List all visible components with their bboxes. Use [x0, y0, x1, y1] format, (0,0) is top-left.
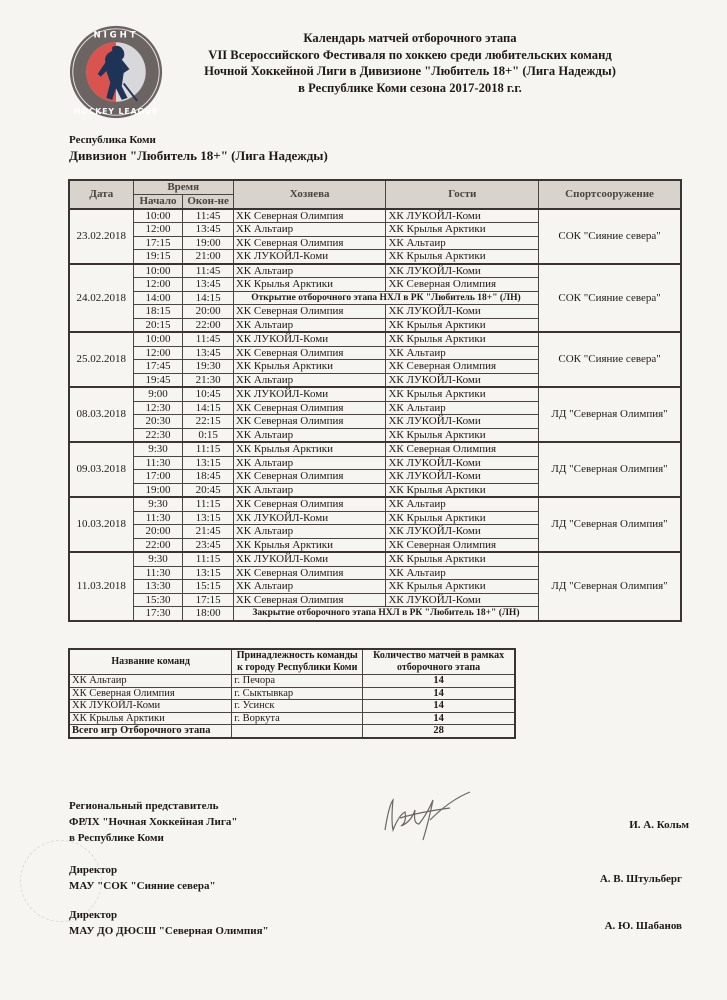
venue: ЛД "Северная Олимпия" [539, 387, 681, 442]
home-team: ХК Альтаир [233, 428, 386, 442]
home-team: ХК Северная Олимпия [233, 209, 386, 223]
sig1-line-3: в Республике Коми [69, 832, 164, 844]
match-date: 09.03.2018 [69, 442, 133, 497]
home-team: ХК Крылья Арктики [233, 538, 386, 552]
start-time: 11:30 [133, 456, 183, 470]
header-start: Начало [133, 195, 183, 209]
home-team: ХК Альтаир [233, 483, 386, 497]
home-team: ХК Северная Олимпия [233, 415, 386, 429]
team-matches: 14 [363, 700, 515, 713]
end-time: 11:15 [183, 442, 233, 456]
sig3-line-2: МАУ ДО ДЮСШ "Северная Олимпия" [69, 925, 269, 937]
start-time: 9:30 [133, 442, 183, 456]
night-hockey-league-logo-icon [68, 24, 164, 120]
header-team-city: Принадлежность команды к городу Республики Коми [232, 649, 363, 675]
guest-team: ХК ЛУКОЙЛ-Коми [386, 525, 539, 539]
guest-team: ХК ЛУКОЙЛ-Коми [386, 264, 539, 278]
end-time: 11:45 [183, 264, 233, 278]
end-time: 22:15 [183, 415, 233, 429]
team-row [69, 700, 515, 713]
home-team: ХК Альтаир [233, 264, 386, 278]
guest-team: ХК Крылья Арктики [386, 387, 539, 401]
end-time: 13:15 [183, 456, 233, 470]
home-team: ХК ЛУКОЙЛ-Коми [233, 387, 386, 401]
end-time: 21:00 [183, 250, 233, 264]
end-time: 21:30 [183, 373, 233, 387]
ceremony-event: Открытие отборочного этапа НХЛ в РК "Любитель 18+" (ЛН) [233, 291, 538, 305]
start-time: 18:15 [133, 305, 183, 319]
start-time: 12:00 [133, 278, 183, 292]
start-time: 20:30 [133, 415, 183, 429]
match-date: 10.03.2018 [69, 497, 133, 552]
start-time: 20:15 [133, 318, 183, 332]
guest-team: ХК Северная Олимпия [386, 538, 539, 552]
home-team: ХК Альтаир [233, 318, 386, 332]
start-time: 11:30 [133, 511, 183, 525]
end-time: 20:45 [183, 483, 233, 497]
team-name: ХК Крылья Арктики [69, 712, 232, 725]
guest-team: ХК Северная Олимпия [386, 278, 539, 292]
header-venue: Спортсооружение [539, 180, 681, 209]
header-end: Окон-не [183, 195, 233, 209]
schedule-row [69, 264, 681, 278]
team-name: ХК Северная Олимпия [69, 687, 232, 700]
start-time: 17:00 [133, 470, 183, 484]
guest-team: ХК Альтаир [386, 346, 539, 360]
signature-block-1-name: И. А. Кольм [629, 819, 689, 831]
ceremony-event: Закрытие отборочного этапа НХЛ в РК "Любитель 18+" (ЛН) [233, 607, 538, 621]
start-time: 10:00 [133, 264, 183, 278]
signature-block-2-name: А. В. Штульберг [599, 873, 682, 885]
header-date: Дата [69, 180, 133, 209]
handwritten-signature [370, 790, 490, 850]
start-time: 12:00 [133, 223, 183, 237]
start-time: 9:30 [133, 497, 183, 511]
end-time: 13:45 [183, 278, 233, 292]
start-time: 12:00 [133, 346, 183, 360]
region-label: Республика Коми [69, 134, 156, 146]
total-empty-cell [232, 725, 363, 738]
start-time: 9:00 [133, 387, 183, 401]
end-time: 0:15 [183, 428, 233, 442]
guest-team: ХК ЛУКОЙЛ-Коми [386, 305, 539, 319]
home-team: ХК ЛУКОЙЛ-Коми [233, 552, 386, 566]
end-time: 22:00 [183, 318, 233, 332]
team-city: г. Печора [232, 675, 363, 688]
title-line-1: Календарь матчей отборочного этапа [303, 31, 517, 45]
guest-team: ХК Крылья Арктики [386, 483, 539, 497]
end-time: 10:45 [183, 387, 233, 401]
team-city: г. Усинск [232, 700, 363, 713]
schedule-row [69, 442, 681, 456]
team-name: ХК Альтаир [69, 675, 232, 688]
team-row [69, 712, 515, 725]
end-time: 11:15 [183, 497, 233, 511]
team-city: г. Воркута [232, 712, 363, 725]
signature-block-2-title [69, 862, 216, 894]
home-team: ХК Крылья Арктики [233, 442, 386, 456]
home-team: ХК ЛУКОЙЛ-Коми [233, 332, 386, 346]
start-time: 17:45 [133, 360, 183, 374]
svg-text:HOCKEY LEAGUE: HOCKEY LEAGUE [73, 107, 159, 117]
start-time: 11:30 [133, 566, 183, 580]
start-time: 9:30 [133, 552, 183, 566]
venue: ЛД "Северная Олимпия" [539, 552, 681, 621]
guest-team: ХК Крылья Арктики [386, 223, 539, 237]
start-time: 12:30 [133, 401, 183, 415]
end-time: 15:15 [183, 580, 233, 594]
end-time: 20:00 [183, 305, 233, 319]
home-team: ХК Северная Олимпия [233, 346, 386, 360]
guest-team: ХК ЛУКОЙЛ-Коми [386, 593, 539, 607]
guest-team: ХК ЛУКОЙЛ-Коми [386, 415, 539, 429]
schedule-row [69, 497, 681, 511]
schedule-row [69, 552, 681, 566]
guest-team: ХК Северная Олимпия [386, 442, 539, 456]
guest-team: ХК ЛУКОЙЛ-Коми [386, 373, 539, 387]
title-line-3: Ночной Хоккейной Лиги в Дивизионе "Любитель 18+" (Лига Надежды) [204, 64, 616, 78]
team-city: г. Сыктывкар [232, 687, 363, 700]
end-time: 17:15 [183, 593, 233, 607]
home-team: ХК Альтаир [233, 223, 386, 237]
match-date: 23.02.2018 [69, 209, 133, 264]
guest-team: ХК Альтаир [386, 566, 539, 580]
guest-team: ХК Крылья Арктики [386, 511, 539, 525]
guest-team: ХК Крылья Арктики [386, 580, 539, 594]
home-team: ХК Северная Олимпия [233, 470, 386, 484]
sig1-line-2: ФРЛХ "Ночная Хоккейная Лига" [69, 816, 238, 828]
team-row [69, 675, 515, 688]
start-time: 22:30 [133, 428, 183, 442]
venue: ЛД "Северная Олимпия" [539, 442, 681, 497]
end-time: 18:00 [183, 607, 233, 621]
end-time: 21:45 [183, 525, 233, 539]
start-time: 22:00 [133, 538, 183, 552]
home-team: ХК ЛУКОЙЛ-Коми [233, 250, 386, 264]
sig2-line-1: Директор [69, 864, 118, 876]
title-line-2: VII Всероссийского Фестиваля по хоккею среди любительских команд [208, 47, 612, 62]
guest-team: ХК Крылья Арктики [386, 318, 539, 332]
start-time: 17:30 [133, 607, 183, 621]
home-team: ХК Северная Олимпия [233, 497, 386, 511]
schedule-table [68, 179, 682, 622]
teams-table [68, 648, 516, 739]
home-team: ХК Альтаир [233, 580, 386, 594]
guest-team: ХК Альтаир [386, 497, 539, 511]
end-time: 13:15 [183, 511, 233, 525]
guest-team: ХК Крылья Арктики [386, 552, 539, 566]
start-time: 19:00 [133, 483, 183, 497]
end-time: 19:30 [183, 360, 233, 374]
guest-team: ХК Крылья Арктики [386, 250, 539, 264]
header-guests: Гости [386, 180, 539, 209]
team-name: ХК ЛУКОЙЛ-Коми [69, 700, 232, 713]
home-team: ХК Северная Олимпия [233, 401, 386, 415]
sig2-line-2: МАУ "СОК "Сияние севера" [69, 880, 216, 892]
schedule-row [69, 387, 681, 401]
team-row [69, 687, 515, 700]
end-time: 18:45 [183, 470, 233, 484]
schedule-row [69, 332, 681, 346]
end-time: 23:45 [183, 538, 233, 552]
header-home: Хозяева [233, 180, 386, 209]
home-team: ХК ЛУКОЙЛ-Коми [233, 511, 386, 525]
home-team: ХК Крылья Арктики [233, 360, 386, 374]
signature-block-3-name: А. Ю. Шабанов [604, 920, 682, 932]
sig3-line-1: Директор [69, 909, 118, 921]
home-team: ХК Альтаир [233, 525, 386, 539]
signature-block-3-title [69, 907, 269, 939]
guest-team: ХК Альтаир [386, 401, 539, 415]
svg-text:NIGHT: NIGHT [93, 30, 139, 41]
start-time: 14:00 [133, 291, 183, 305]
guest-team: ХК ЛУКОЙЛ-Коми [386, 209, 539, 223]
venue: ЛД "Северная Олимпия" [539, 497, 681, 552]
end-time: 11:45 [183, 209, 233, 223]
home-team: ХК Северная Олимпия [233, 566, 386, 580]
guest-team: ХК ЛУКОЙЛ-Коми [386, 470, 539, 484]
home-team: ХК Альтаир [233, 373, 386, 387]
home-team: ХК Альтаир [233, 456, 386, 470]
total-row [69, 725, 515, 738]
start-time: 19:45 [133, 373, 183, 387]
start-time: 20:00 [133, 525, 183, 539]
home-team: ХК Северная Олимпия [233, 236, 386, 250]
home-team: ХК Крылья Арктики [233, 278, 386, 292]
match-date: 11.03.2018 [69, 552, 133, 621]
end-time: 11:45 [183, 332, 233, 346]
end-time: 13:15 [183, 566, 233, 580]
total-label: Всего игр Отборочного этапа [69, 725, 232, 738]
team-matches: 14 [363, 675, 515, 688]
venue: СОК "Сияние севера" [539, 332, 681, 387]
venue: СОК "Сияние севера" [539, 209, 681, 264]
start-time: 10:00 [133, 332, 183, 346]
start-time: 19:15 [133, 250, 183, 264]
guest-team: ХК Крылья Арктики [386, 428, 539, 442]
header-team-name: Название команд [69, 649, 232, 675]
document-title [170, 30, 650, 96]
end-time: 14:15 [183, 291, 233, 305]
end-time: 19:00 [183, 236, 233, 250]
home-team: ХК Северная Олимпия [233, 593, 386, 607]
header-team-matches: Количество матчей в рамках отборочного этапа [363, 649, 515, 675]
match-date: 24.02.2018 [69, 264, 133, 333]
match-date: 08.03.2018 [69, 387, 133, 442]
start-time: 17:15 [133, 236, 183, 250]
sig1-line-1: Региональный представитель [69, 800, 219, 812]
end-time: 13:45 [183, 223, 233, 237]
signature-block-1-title [69, 798, 237, 846]
header-time: Время [133, 180, 233, 195]
guest-team: ХК ЛУКОЙЛ-Коми [386, 456, 539, 470]
venue: СОК "Сияние севера" [539, 264, 681, 333]
schedule-body [69, 209, 681, 621]
match-date: 25.02.2018 [69, 332, 133, 387]
start-time: 15:30 [133, 593, 183, 607]
end-time: 14:15 [183, 401, 233, 415]
guest-team: ХК Северная Олимпия [386, 360, 539, 374]
team-matches: 14 [363, 687, 515, 700]
end-time: 13:45 [183, 346, 233, 360]
end-time: 11:15 [183, 552, 233, 566]
guest-team: ХК Альтаир [386, 236, 539, 250]
total-value: 28 [363, 725, 515, 738]
schedule-row [69, 209, 681, 223]
start-time: 10:00 [133, 209, 183, 223]
title-line-4: в Республике Коми сезона 2017-2018 г.г. [298, 80, 522, 95]
guest-team: ХК Крылья Арктики [386, 332, 539, 346]
division-label: Дивизион "Любитель 18+" (Лига Надежды) [69, 148, 328, 163]
start-time: 13:30 [133, 580, 183, 594]
team-matches: 14 [363, 712, 515, 725]
home-team: ХК Северная Олимпия [233, 305, 386, 319]
